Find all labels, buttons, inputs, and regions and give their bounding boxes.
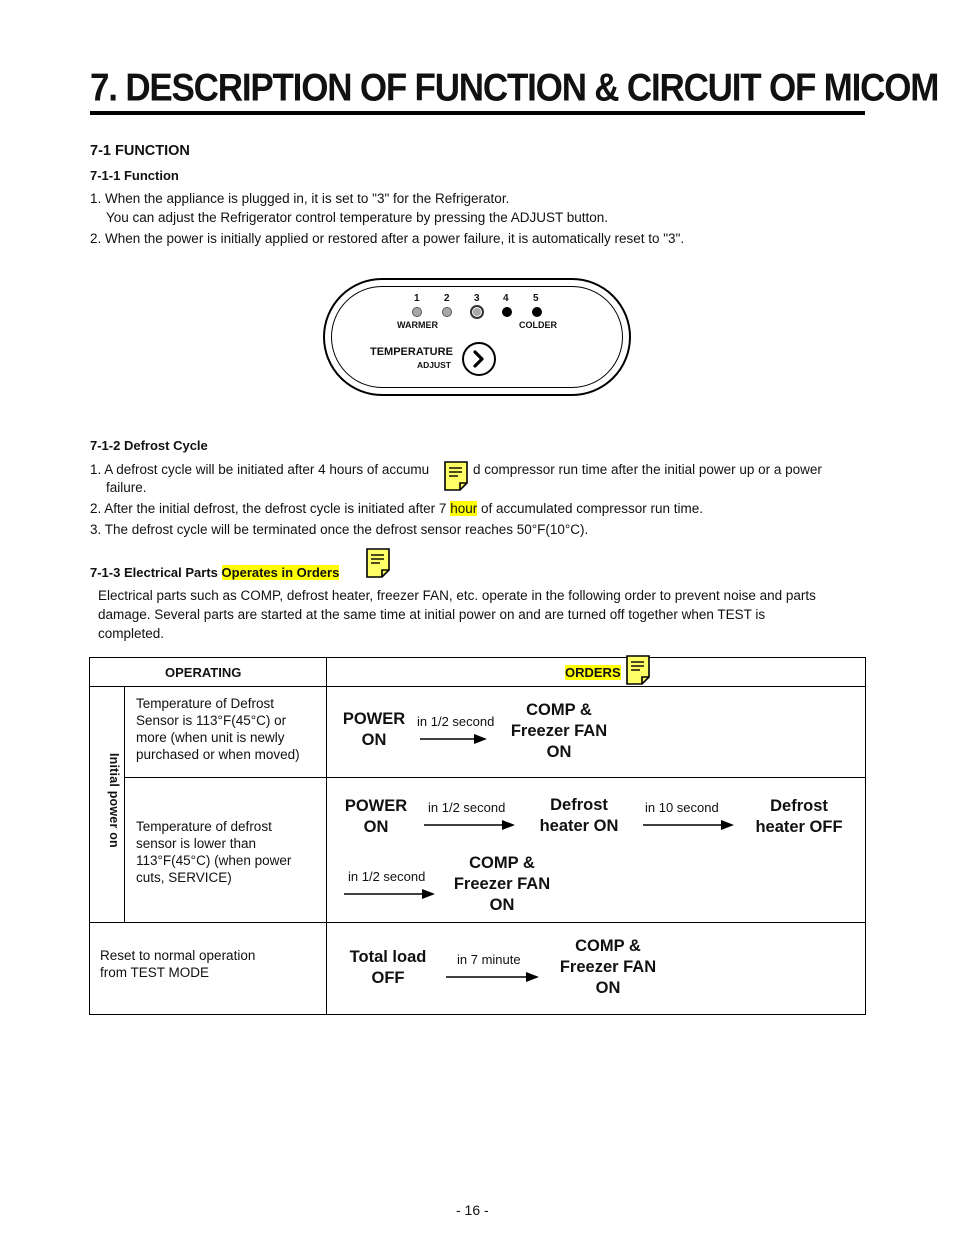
row2-defrost-heater-on [527,795,631,837]
arrow-right-icon [424,819,516,831]
header-operating: OPERATING [165,665,242,680]
defrost-item-1a: 1. A defrost cycle will be initiated after 4 hours of accumu [90,462,430,477]
row2-condition-line: cuts, SERVICE) [136,870,232,885]
defrost-item-2-b: of accumulated compressor run time. [477,501,704,516]
row1-power-on [334,709,414,751]
electrical-para-1: Electrical parts such as COMP, defrost heater, freezer FAN, etc. operate in the following order to prevent noise and parts [98,588,816,603]
row2-condition-line: 113°F(45°C) (when power [136,853,292,868]
arrow-right-icon [344,888,436,900]
led-1 [412,307,422,317]
initial-power-on-label: Initial power on [107,753,121,848]
function-item-1-cont: You can adjust the Refrigerator control temperature by pressing the ADJUST button. [106,210,609,225]
defrost-item-1c: failure. [106,480,147,495]
defrost-item-3: 3. The defrost cycle will be terminated once the defrost sensor reaches 50°F(10°C). [90,522,589,537]
row3-total-load-off [338,947,438,989]
led-5 [532,307,542,317]
row3-from-line: OFF [371,969,405,987]
row1-condition-line: Sensor is 113°F(45°C) or [136,713,287,728]
highlight-hour: hour [450,501,478,516]
temperature-label: TEMPERATURE [370,346,453,358]
row1-to-line: ON [546,743,572,761]
row3-condition-line: Reset to normal operation [100,948,256,963]
row3-from-line: Total load [349,948,427,966]
electrical-para-2: damage. Several parts are started at the same time at initial power on and are turned off together when TEST is [98,607,766,622]
note-icon [366,548,390,578]
header-orders: ORDERS [565,665,621,680]
row2-to-line: Freezer FAN [453,875,551,893]
row2-condition-line: sensor is lower than [136,836,257,851]
led-4 [502,307,512,317]
row2-delay-2: in 10 second [645,800,719,815]
row3-condition-line: from TEST MODE [100,965,210,980]
title-rule [90,111,865,115]
note-icon [626,655,650,685]
defrost-item-2-a: 2. After the initial defrost, the defrost cycle is initiated after 7 [90,501,451,516]
chevron-right-icon [464,344,494,374]
row1-to-line: Freezer FAN [510,722,608,740]
function-item-2: 2. When the power is initially applied or restored after a power failure, it is automatically reset to "3". [90,231,685,246]
row2-defrost-heater-off [746,796,852,838]
row2-from-line: ON [363,818,389,836]
row3-to-line: Freezer FAN [559,958,657,976]
function-item-1: 1. When the appliance is plugged in, it is set to "3" for the Refrigerator. [90,191,510,206]
panel-number-2: 2 [444,293,450,304]
led-3-selected [470,305,484,319]
panel-number-3: 3 [474,293,480,304]
panel-number-5: 5 [533,293,539,304]
row3-delay: in 7 minute [457,952,521,967]
row2-mid-line: heater ON [539,817,619,835]
row1-from-line: POWER [342,710,406,728]
row2-power-on [336,796,416,838]
defrost-item-1b: d compressor run time after the initial power up or a power [473,462,822,477]
subheading-7-1-1: 7-1-1 Function [90,168,179,183]
row2-condition-line: Temperature of defrost [136,819,272,834]
defrost-item-2 [90,499,703,518]
row3-comp-fan-on [546,936,670,999]
warmer-label: WARMER [397,320,438,330]
row1-condition-line: purchased or when moved) [136,747,300,762]
page-title: 7. DESCRIPTION OF FUNCTION & CIRCUIT OF MICOM [90,66,939,110]
arrow-right-icon [643,819,735,831]
panel-number-4: 4 [503,293,509,304]
row3-to-line: COMP & [575,937,641,955]
section-heading-7-1: 7-1 FUNCTION [90,143,190,159]
row2-delay-3: in 1/2 second [348,869,426,884]
subheading-7-1-3-text: 7-1-3 Electrical Parts [90,565,222,580]
row2-to-line: ON [489,896,515,914]
row2-to-line: COMP & [469,854,535,872]
arrow-right-icon [446,971,540,983]
row2-condition [136,818,291,886]
row3-to-line: ON [595,979,621,997]
row2-end-line: heater OFF [755,818,843,836]
row1-to-line: COMP & [526,701,592,719]
row1-condition-line: more (when unit is newly [136,730,285,745]
electrical-para-3: completed. [98,626,165,641]
row1-condition-line: Temperature of Defrost [136,696,275,711]
highlight-operates-in-orders: Operates in Orders [221,565,340,580]
row1-from-line: ON [361,731,387,749]
row3-condition [100,947,255,981]
colder-label: COLDER [519,320,557,330]
subheading-7-1-3 [90,565,339,580]
row2-end-line: Defrost [770,797,828,815]
row1-delay: in 1/2 second [417,714,495,729]
subheading-7-1-2: 7-1-2 Defrost Cycle [90,438,208,453]
note-icon [444,461,468,491]
arrow-right-icon [420,733,488,745]
row1-condition [136,695,300,763]
row2-mid-line: Defrost [550,796,608,814]
row1-comp-fan-on [497,700,621,763]
adjust-label: ADJUST [417,360,452,370]
panel-number-1: 1 [414,293,420,304]
led-2 [442,307,452,317]
row2-delay-1: in 1/2 second [428,800,506,815]
page-number: - 16 - [456,1202,489,1218]
row2-from-line: POWER [344,797,408,815]
row2-comp-fan-on [440,853,564,916]
adjust-button[interactable] [462,342,496,376]
